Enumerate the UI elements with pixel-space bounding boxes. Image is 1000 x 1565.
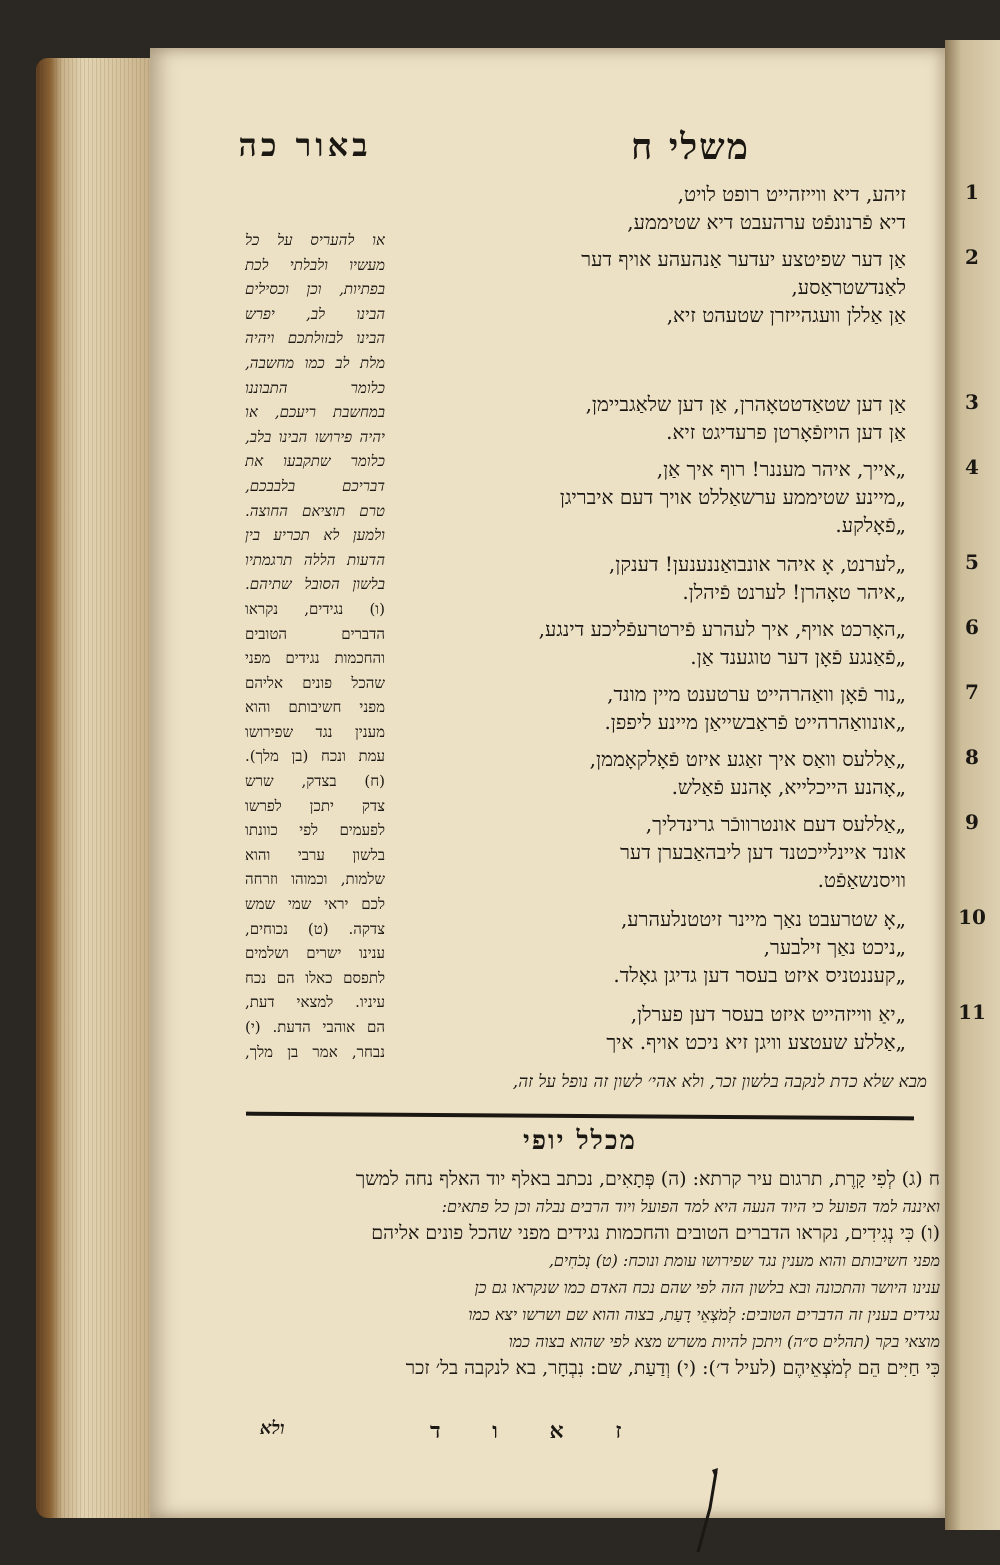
verse-line: לאַנדשטראַסע,: [791, 275, 906, 299]
verse: [440, 745, 979, 801]
footnote-line: כִּי חַיִּים הֵם לְמֹצְאֵיהֶם (לעיל ד׳): (י) וְדַעַת, שם: נִבְחָר, בא לנקבה בל׳ זכר: [405, 1357, 940, 1379]
footnote-line: נגידים בענין זה הדברים הטובים: לְמֹצְאֵי דָעַת, בצוה והוא שם ושרשו יצא כמו: [468, 1305, 940, 1324]
verse-number: 7: [965, 680, 979, 704]
commentary-line: לכם יראי שמי שמש: [245, 895, 385, 914]
footnote-line: ואיננה למד הפועל כי היוד הנעה היא למד הפועל ויוד הרבים נבלה וכן כל פתאים:: [441, 1197, 940, 1216]
commentary-column: [245, 228, 385, 1064]
verse-line: „אָהנע הייכלייא, אָהנע פֿאַלש.: [671, 775, 906, 799]
printer-signature-mark: ז א ו ד: [430, 1418, 644, 1444]
commentary-line: או להעריס על כל: [245, 231, 385, 249]
verse-line: אַן דען שטאַדטטאָהרן, אַן דען שלאַגביימן,: [585, 392, 906, 416]
verse-line: זיהע, דיא ווייזהייט רופט לויט,: [677, 182, 906, 206]
commentary-line: הם אוהבי הדעת. (י): [245, 1018, 385, 1036]
verse-line: „אַללעס וואַס איך זאַגע איזט פֿאָלקאָממן,: [589, 747, 906, 771]
commentary-line: עיניו. למצאי דעת,: [245, 993, 385, 1012]
verse-number: 1: [965, 180, 979, 204]
verse-number: 8: [965, 745, 979, 769]
commentary-line: כלומר התבוננו: [245, 378, 385, 397]
commentary-line: הבינו לב, יפרש: [245, 304, 385, 323]
verse-line: אונד איינלייכטנד דען ליבהאַבערן דער: [620, 840, 906, 864]
commentary-line: ולמען לא תכריע בין: [245, 526, 385, 545]
verse-line: דיא פֿרנונפֿט ערהעבט דיא שטיממע,: [627, 210, 906, 234]
verse-number: 9: [965, 810, 979, 834]
commentary-continuation-line: מבא שלא כדת לנקבה בלשון זכר, ולא אהי׳ לשון זה נופל על זה,: [512, 1072, 927, 1092]
commentary-line: מפני חשיבותם והוא: [245, 698, 385, 717]
commentary-line: בלשון הסובל שתיהם.: [245, 575, 385, 594]
verse: [440, 455, 979, 539]
footnote-line: ח (ג) לְפִי קָרֶת, תרגום עיר קרתא: (ה) פְּתָאִים, נכתב באלף יוד האלף נחה למשך: [355, 1168, 940, 1190]
catchword: ולא: [260, 1418, 285, 1439]
commentary-line: יהיה פירושו הבינו בלב,: [245, 427, 385, 446]
section-divider-rule: [246, 1112, 914, 1121]
verse-line: „איהר טאָהרן! לערנט פֿיהלן.: [682, 580, 906, 604]
commentary-line: כלומר שתקבעו את: [245, 452, 385, 471]
commentary-line: מענין נגד שפירושו: [245, 722, 385, 741]
verse: [440, 245, 979, 329]
commentary-line: בלשון ערבי והוא: [245, 845, 385, 864]
commentary-line: לפעמים לפי כוונתו: [245, 821, 385, 840]
footnote-line: (ו) כִּי נְגִידִים, נקראו הדברים הטובים והחכמות נגידים מפני שהכל פונים אליהם: [371, 1222, 940, 1244]
verse-number: 11: [958, 1000, 986, 1024]
verse-number: 5: [965, 550, 979, 574]
verse: [440, 615, 979, 671]
verse-line: „אונוואַהרהייט פֿראַבשייאַן מיינע ליפפן.: [604, 710, 906, 734]
verse-line: „אייך, איהר מעננר! רוף איך אַן,: [656, 457, 906, 481]
verse-line: „נור פֿאָן וואַהרהייט ערטענט מיין מונד,: [607, 682, 906, 706]
commentary-line: בפתיות, וכן וכסילים: [245, 280, 385, 299]
pencil-mark: [688, 1468, 728, 1558]
running-head-commentary: באור כה: [238, 126, 372, 164]
footnote-section-title: מכלל יופי: [523, 1126, 637, 1156]
footnote-block: [240, 1166, 940, 1382]
commentary-line: הדברים הטובים: [245, 624, 385, 643]
verse-line: „פֿאָלקע.: [835, 513, 906, 537]
commentary-line: במחשבת ריעכם, או: [245, 403, 385, 422]
commentary-line: ענינו ישרים ושלמים: [245, 944, 385, 963]
book-page: [150, 48, 986, 1518]
footnote-line: ענינו היושר והתכונה ובא בלשון הזה לפי שהם נכח האדם כמו שנקראו גם כן: [474, 1278, 940, 1297]
commentary-line: נבחר, אמר בן מלך,: [245, 1042, 385, 1061]
commentary-line: דבריכם בלבבכם,: [245, 476, 385, 495]
commentary-line: הבינו לבזולתכם ויהיה: [245, 329, 385, 348]
footnote-line: מפני חשיבותם והוא מענין נגד שפירושו עומת ונוכח: (ט) נְכֹחִים,: [548, 1251, 940, 1270]
verse-line: „פֿאַנגע פֿאָן דער טוגענד אַן.: [690, 645, 906, 669]
verse-line: „מיינע שטיממע ערשאַללט אויך דעם איבריגן: [559, 485, 906, 509]
verse-number: 3: [965, 390, 979, 414]
footnote-line: מוצאי בקר (תהלים ס״ה) ויתכן להיות משרש מצא לפי שהוא בצוה כמו: [508, 1332, 940, 1351]
verse-line: „קעננטניס איזט בעסר דען גדיגן גאָלד.: [613, 963, 906, 987]
verse: [440, 810, 979, 894]
commentary-line: מעשיו ולבלתי לכת: [245, 255, 385, 274]
commentary-line: שהכל פונים אליהם: [245, 673, 385, 692]
verse: [440, 550, 979, 606]
verse-line: „אַללעס דעם אונטרווכֿר גרינדליך,: [645, 812, 906, 836]
verse-line: „אָ שטרעבט נאַך מיינר זיטטנלעהרע,: [620, 907, 906, 931]
book-fore-edge: [36, 58, 156, 1518]
verse: [440, 390, 979, 446]
verse-line: „ניכט נאַך זילבער,: [763, 935, 906, 959]
commentary-line: מלת לב כמו מחשבה,: [245, 353, 385, 372]
verse-line: אַן אַללן וועגהייזרן שטעהט זיא,: [666, 303, 906, 327]
verse-number: 6: [965, 615, 979, 639]
verse-line: „האָרכט אויף, איך לעהרע פֿירטרעפֿליכע דינגע,: [538, 617, 906, 641]
verse-line: „אַללע שעטצע וויגן זיא ניכט אויף. איך: [606, 1030, 906, 1054]
commentary-line: שלמות, וכמוהו וזרחה: [245, 870, 385, 889]
commentary-line: והחכמות נגידים מפני: [245, 649, 385, 668]
verse: [440, 905, 986, 989]
verse-line: וויסנשאַפֿט.: [817, 868, 906, 892]
verse-line: „יאַ ווייזהייט איזט בעסר דען פערלן,: [630, 1002, 906, 1026]
verse-line: „לערנט, אָ איהר אונבואַננענען! דענקן,: [608, 552, 906, 576]
verse-number: 10: [958, 905, 986, 929]
verse: [440, 180, 979, 236]
commentary-line: צדקה. (ט) נכוחים,: [245, 919, 385, 938]
verse-line: אַן דער שפיטצע יעדער אַנהעהע אויף דער: [581, 247, 906, 271]
verse: [440, 1000, 986, 1056]
verse: [440, 680, 979, 736]
commentary-line: לתפסם כאלו הם נכח: [245, 968, 385, 987]
commentary-line: הדעות הללה תרגמתיו: [245, 550, 385, 569]
commentary-line: צדק יתכן לפרשו: [245, 796, 385, 815]
commentary-line: טרם תוציאם החוצה.: [245, 501, 385, 520]
running-head-main: משלי ח: [631, 126, 750, 168]
commentary-line: (ח) בצדק, שרש: [245, 772, 385, 791]
verse-number: 2: [965, 245, 979, 269]
verse-number: 4: [965, 455, 979, 479]
verse-line: אַן דען הויזפֿאָרטן פרעדיגט זיא.: [666, 420, 906, 444]
commentary-line: (ו) נגידים, נקראו: [245, 599, 385, 618]
commentary-line: עמת ונכח (בן מלך).: [245, 747, 385, 766]
